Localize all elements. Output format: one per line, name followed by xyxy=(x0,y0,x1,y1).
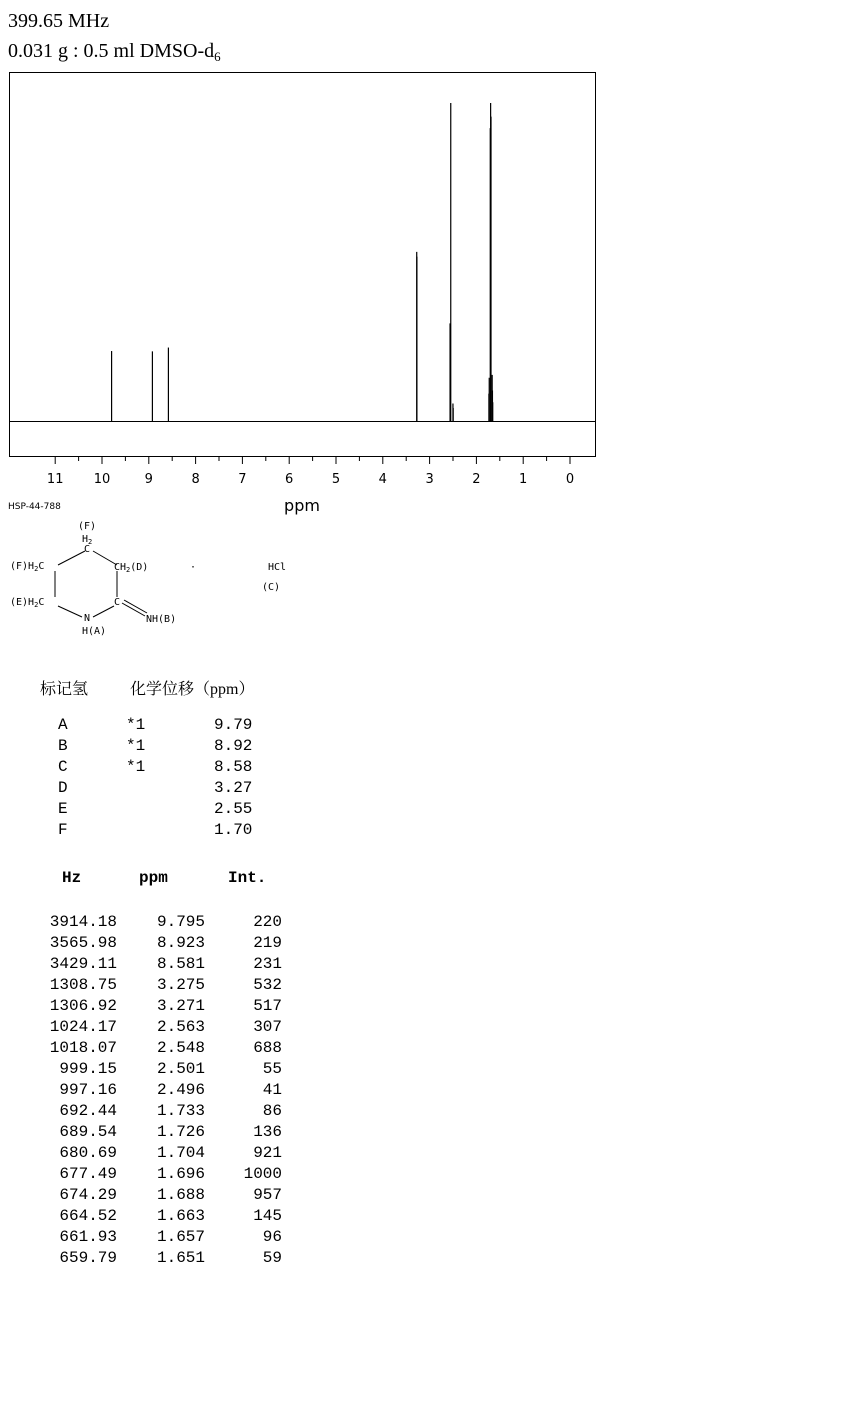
peak-row-hz: 689.54 xyxy=(59,1123,117,1141)
assignment-shift: 3.27 xyxy=(214,779,253,797)
label-salt-tag: (C) xyxy=(262,582,281,593)
x-tick-label: 7 xyxy=(238,472,247,487)
x-tick-label: 2 xyxy=(472,472,481,487)
bond-top-left xyxy=(58,551,85,565)
peak-row-hz: 1308.75 xyxy=(49,976,117,994)
peak-row-ppm: 3.271 xyxy=(156,997,205,1015)
compound-code: HSP-44-788 xyxy=(8,502,61,512)
label-nh-h: H(A) xyxy=(82,626,107,637)
peak-header-ppm: ppm xyxy=(139,869,168,887)
peak-row-ppm: 1.726 xyxy=(156,1123,205,1141)
label-left-f: $(F)H_2C$ xyxy=(10,561,45,573)
label-top-c: C xyxy=(84,544,91,555)
sample-subscript: 6 xyxy=(214,49,221,64)
label-nh: N xyxy=(84,613,91,624)
x-tick-label: 1 xyxy=(519,472,528,487)
peak-row-ppm: 1.663 xyxy=(156,1207,205,1225)
peak-row-int: 55 xyxy=(262,1060,282,1078)
peak-row-hz: 661.93 xyxy=(59,1228,117,1246)
peak-row-int: 41 xyxy=(262,1081,282,1099)
peak-row-ppm: 1.696 xyxy=(156,1165,205,1183)
sample-text: 0.031 g : 0.5 ml DMSO-d xyxy=(8,40,215,62)
peak-row-ppm: 2.548 xyxy=(156,1039,205,1057)
peak-row-int: 219 xyxy=(253,934,282,952)
peak-row-ppm: 1.733 xyxy=(156,1102,205,1120)
bond-bottom-right xyxy=(93,606,114,617)
peak-row-hz: 680.69 xyxy=(59,1144,117,1162)
assignment-label: A xyxy=(58,716,68,734)
peak-row-ppm: 1.704 xyxy=(156,1144,205,1162)
x-axis-tick-labels xyxy=(47,472,574,487)
assignment-header-shift: 化学位移（ppm） xyxy=(130,681,255,698)
peak-row-ppm: 1.651 xyxy=(156,1249,205,1267)
peak-row-int: 957 xyxy=(253,1186,282,1204)
assignment-shift: 2.55 xyxy=(214,800,253,818)
assignment-shift: 1.70 xyxy=(214,821,253,839)
peak-layer xyxy=(112,103,493,421)
peak-row-int: 231 xyxy=(253,955,282,973)
peak-row-ppm: 1.657 xyxy=(156,1228,205,1246)
assignment-label: B xyxy=(58,737,68,755)
peak-row-int: 59 xyxy=(262,1249,282,1267)
peak-row-hz: 3914.18 xyxy=(49,913,117,931)
label-left-e: $(E)H_2C$ xyxy=(10,597,45,609)
chemical-structure xyxy=(0,515,320,645)
peak-row-ppm: 2.496 xyxy=(156,1081,205,1099)
peak-row-ppm: 2.501 xyxy=(156,1060,205,1078)
x-tick-label: 8 xyxy=(191,472,200,487)
peak-row-hz: 999.15 xyxy=(59,1060,117,1078)
peak-row-hz: 677.49 xyxy=(59,1165,117,1183)
peak-header-hz: Hz xyxy=(62,869,82,887)
assignment-shift: 9.79 xyxy=(214,716,253,734)
assignment-shift: 8.58 xyxy=(214,758,253,776)
nmr-spectrum-chart xyxy=(0,0,850,520)
peak-row-int: 1000 xyxy=(243,1165,282,1183)
label-right-c: C xyxy=(114,597,121,608)
peak-row-int: 921 xyxy=(253,1144,282,1162)
peak-row-hz: 1024.17 xyxy=(49,1018,117,1036)
peak-row-ppm: 8.581 xyxy=(156,955,205,973)
label-top-h2: $H_2$ xyxy=(82,534,93,546)
assignment-label: C xyxy=(58,758,68,776)
peak-row-hz: 997.16 xyxy=(59,1081,117,1099)
peak-row-int: 145 xyxy=(253,1207,282,1225)
x-tick-label: 3 xyxy=(425,472,434,487)
ring-bonds xyxy=(55,551,147,617)
plot-frame xyxy=(10,73,596,457)
label-dot: · xyxy=(190,562,197,573)
peak-row-ppm: 1.688 xyxy=(156,1186,205,1204)
x-tick-label: 10 xyxy=(93,472,111,487)
assignment-label: D xyxy=(58,779,68,797)
peak-row-int: 517 xyxy=(253,997,282,1015)
peak-row-hz: 664.52 xyxy=(59,1207,117,1225)
peak-row-hz: 1018.07 xyxy=(49,1039,117,1057)
x-tick-label: 9 xyxy=(144,472,153,487)
assignment-label: F xyxy=(58,821,68,839)
peak-row-ppm: 8.923 xyxy=(156,934,205,952)
peak-row-int: 688 xyxy=(253,1039,282,1057)
peak-row-int: 532 xyxy=(253,976,282,994)
peak-header-int: Int. xyxy=(228,869,267,887)
label-top-f: (F) xyxy=(78,521,97,532)
peak-row-hz: 692.44 xyxy=(59,1102,117,1120)
label-right-d: $CH_2(D)$ xyxy=(114,562,149,574)
peak-row-hz: 659.79 xyxy=(59,1249,117,1267)
peak-row-ppm: 3.275 xyxy=(156,976,205,994)
x-tick-label: 11 xyxy=(46,472,64,487)
x-axis-label: ppm xyxy=(284,496,320,515)
assignment-note: *1 xyxy=(126,716,146,734)
peak-row-ppm: 9.795 xyxy=(156,913,205,931)
peak-row-hz: 1306.92 xyxy=(49,997,117,1015)
peak-row-ppm: 2.563 xyxy=(156,1018,205,1036)
bond-bottom-left xyxy=(58,606,82,617)
peak-row-hz: 3429.11 xyxy=(49,955,117,973)
peak-row-hz: 3565.98 xyxy=(49,934,117,952)
peak-row-int: 96 xyxy=(262,1228,282,1246)
x-tick-label: 4 xyxy=(378,472,387,487)
assignment-shift: 8.92 xyxy=(214,737,253,755)
assignment-note: *1 xyxy=(126,758,146,776)
x-tick-label: 5 xyxy=(331,472,341,487)
assignment-note: *1 xyxy=(126,737,146,755)
x-axis-ticks xyxy=(55,456,570,464)
x-tick-label: 0 xyxy=(565,472,575,487)
peak-row-int: 220 xyxy=(253,913,282,931)
spectrometer-frequency: 399.65 MHz xyxy=(8,10,110,32)
peak-row-hz: 674.29 xyxy=(59,1186,117,1204)
label-salt: HCl xyxy=(268,562,287,573)
peak-row-int: 86 xyxy=(262,1102,282,1120)
assignment-header-label: 标记氢 xyxy=(40,681,89,698)
peak-row-int: 307 xyxy=(253,1018,282,1036)
x-tick-label: 6 xyxy=(285,472,294,487)
label-imine: NH(B) xyxy=(146,614,177,625)
peak-row-int: 136 xyxy=(253,1123,282,1141)
assignment-label: E xyxy=(58,800,68,818)
